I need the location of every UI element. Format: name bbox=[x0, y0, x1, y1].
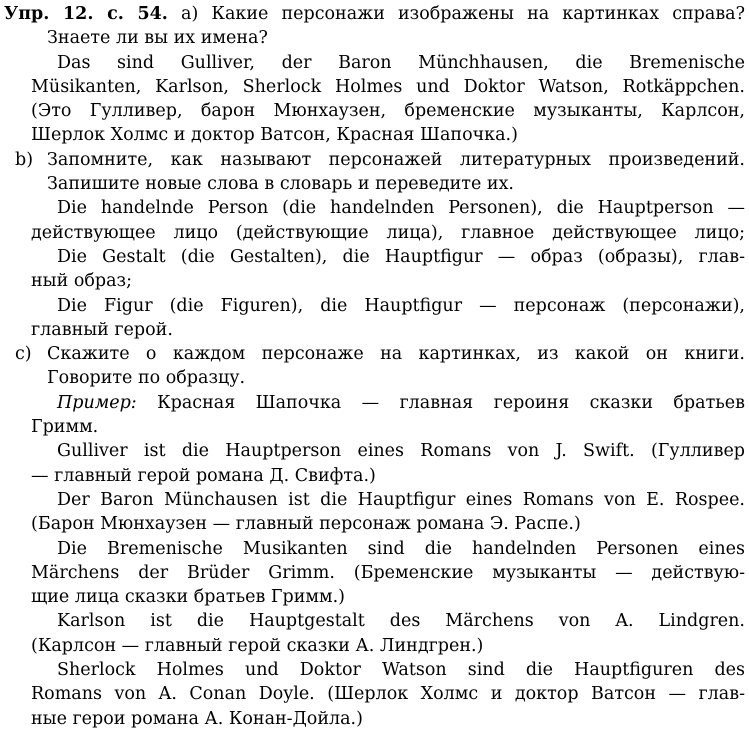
line-20: — главный герой романа Д. Свифта.) bbox=[31, 465, 376, 486]
line-06: Шерлок Холмс и доктор Ватсон, Красная Шапочка.) bbox=[31, 125, 518, 146]
line-27: (Карлсон — главный герой сказки А. Линдгрен.) bbox=[31, 635, 484, 656]
line-18: Гримм. bbox=[31, 417, 99, 438]
line-29: Romans von A. Conan Doyle. (Шерлок Холмс и доктор Ватсон — глав- bbox=[31, 684, 745, 705]
line-02: Знаете ли вы их имена? bbox=[47, 28, 268, 49]
line-10: действующее лицо (действующие лица), главное действующее лицо; bbox=[31, 222, 745, 243]
line-17 bbox=[31, 391, 745, 415]
line-11: Die Gestalt (die Gestalten), die Hauptfigur — образ (образы), глав- bbox=[57, 246, 745, 267]
line-30: ные герои романа А. Конан-Дойла.) bbox=[31, 708, 363, 729]
line-03: Das sind Gulliver, der Baron Münchhausen, die Bremenische bbox=[57, 52, 745, 73]
line-15 bbox=[15, 342, 745, 366]
line-16: Говорите по образцу. bbox=[47, 368, 246, 389]
line-04: Müsikanten, Karlson, Sherlock Holmes und Doktor Watson, Rotkäppchen. bbox=[31, 76, 745, 97]
line-text: Скажите о каждом персонаже на картинках, из какой он книги. bbox=[47, 344, 745, 365]
line-text: Красная Шапочка — главная героиня сказки братьев bbox=[157, 392, 745, 413]
line-25: щие лица сказки братьев Гримм.) bbox=[31, 587, 345, 608]
item-b-marker: b) bbox=[15, 149, 34, 170]
line-24: Märchens der Brüder Grimm. (Бременские музыканты — действую- bbox=[31, 562, 745, 583]
line-26: Karlson ist die Hauptgestalt des Märchens von A. Lindgren. bbox=[57, 611, 745, 632]
line-13: Die Figur (die Figuren), die Hauptfigur — персонаж (персонажи), bbox=[57, 295, 745, 316]
item-a-marker: а) bbox=[181, 4, 199, 24]
line-14: главный герой. bbox=[31, 319, 173, 340]
exercise-number: Упр. 12. с. 54. bbox=[4, 4, 168, 24]
line-01 bbox=[4, 2, 745, 26]
line-09: Die handelnde Person (die handelnden Personen), die Hauptperson — bbox=[57, 198, 745, 219]
line-12: ный образ; bbox=[31, 271, 132, 292]
line-07 bbox=[15, 148, 745, 172]
line-08: Запишите новые слова в словарь и переведите их. bbox=[47, 174, 514, 195]
item-c-marker: c) bbox=[15, 344, 32, 365]
line-28: Sherlock Holmes und Doktor Watson sind die Hauptfiguren des bbox=[57, 660, 745, 681]
line-23: Die Bremenische Musikanten sind die handelnden Personen eines bbox=[57, 538, 745, 559]
line-21: Der Baron Münchausen ist die Hauptfigur eines Romans von E. Rospee. bbox=[57, 489, 745, 510]
example-label: Пример: bbox=[57, 392, 137, 413]
line-text: Запомните, как называют персонажей литературных произведений. bbox=[47, 149, 745, 170]
line-05: (Это Гулливер, барон Мюнхаузен, бременские музыканты, Карлсон, bbox=[31, 101, 745, 122]
line-19: Gulliver ist die Hauptperson eines Romans von J. Swift. (Гулливер bbox=[57, 441, 745, 462]
line-22: (Барон Мюнхаузен — главный персонаж романа Э. Распе.) bbox=[31, 514, 581, 535]
line-text: Какие персонажи изображены на картинках справа? bbox=[211, 4, 745, 24]
